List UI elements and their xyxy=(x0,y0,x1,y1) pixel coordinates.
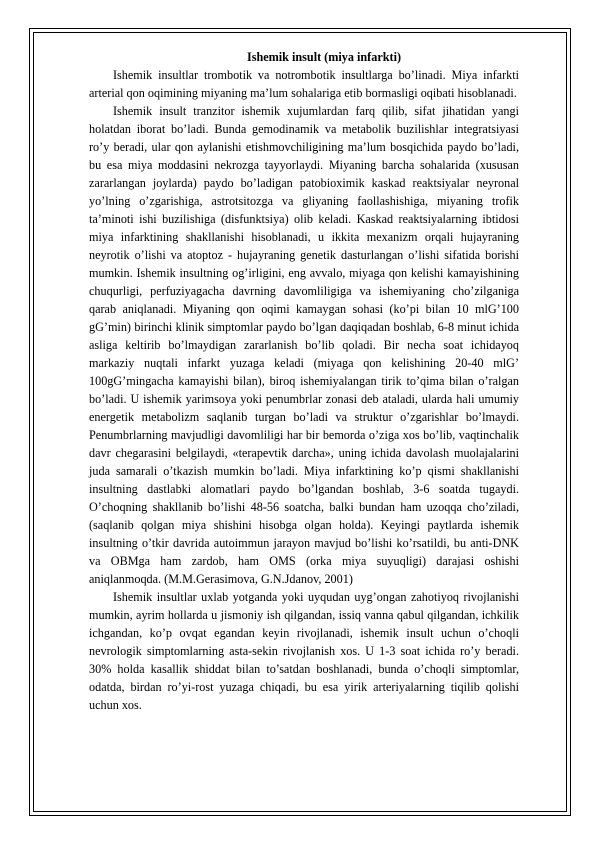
paragraph-3: Ishemik insultlar uxlab yotganda yoki uyqudan uyg’ongan zahotiyoq rivojlanishi mumkin, ayrim hollarda u jismoniy ish qilgandan, issiq vanna qabul qilgandan, ichkilik ichgandan, ko’p ovqat egandan keyin rivojlanadi, ishemik insult uchun o’choqli nevrologik simptomlarning asta-sekin rivojlanish xos. U 1-3 soat ichida ro’y beradi. 30% holda kasallik shiddat bilan to’satdan boshlanadi, bunda o’choqli simptomlar, odatda, birdan ro’yi-rost yuzaga chiqadi, bu esa yirik arteriyalarning tiqilib qolishi uchun xos. xyxy=(89,590,519,712)
paragraph-2: Ishemik insult tranzitor ishemik xujumlardan farq qilib, sifat jihatidan yangi holatdan iborat bo’ladi. Bunda gemodinamik va metabolik buzilishlar integratsiyasi ro’y beradi, ular qon aylanishi etishmovchiligining ma’lum bosqichida paydo bo’ladi, bu esa miya moddasini nekrozga tayyorlaydi. Miyaning barcha sohalarida (xususan zararlangan joylarda) paydo bo’ladigan patobioximik kaskad reaktsiyalar neyronal yo’lning o’zgarishiga, astrotsitozga va gliyaning faollashishiga, miyaning trofik ta’minoti ishi buzilishiga (disfunktsiya) olib keladi. Kaskad reaktsiyalarning ibtidosi miya infarktining shakllanishi hisoblanadi, u ikkita mexanizm orqali hujayraning neyrotik o’lishi va atoptoz - hujayraning genetik dasturlangan o’lishi sifatida borishi mumkin. Ishemik insultning og’irligini, eng avvalo, miyaga qon kelishi kamayishining chuqurligi, perfuziyagacha davrning davomliligiga va ishemiyaning cho’zilganiga qarab aniqlanadi. Miyaning qon oqimi kamaygan sohasi (ko’pi bilan 10 mlG’100 gG’min) birinchi klinik simptomlar paydo bo’lgan daqiqadan boshlab, 6-8 minut ichida asliga keltirib bo’lmaydigan zararlanish bo’lib qoladi. Bir necha soat ichidayoq markaziy nuqtali infarkt yuzaga keladi (miyaga qon kelishining 20-40 mlG’ 100gG’mingacha kamayishi bilan), biroq ishemiyalangan tirik to’qima bilan o’ralgan bo’ladi. U ishemik yarimsoya yoki penumbrlar zonasi deb ataladi, ularda hali umumiy energetik metabolizm saqlanib turgan bo’ladi va struktur o’zgarishlar bo’lmaydi. Penumbrlarning mavjudligi davomliligi har bir bemorda o’ziga xos bo’lib, vaqtinchalik davr chegarasini belgilaydi, «terapevtik darcha», uning ichida davolash muolajalarini juda samarali o’tkazish mumkin bo’ladi. Miya infarktining ko’p qismi shakllanishi insultning dastlabki alomatlari paydo bo’lgandan boshlab, 3-6 soatda tugaydi. O’choqning shakllanib bo’lishi 48-56 soatcha, balki bundan ham uzoqqa cho’ziladi, (saqlanib qolgan miya shishini hisobga olgan holda). Keyingi paytlarda ishemik insultning o’tkir davrida autoimmun jarayon mavjud bo’lishi ko’rsatildi, bu anti-DNK va OBMga ham zardob, ham OMS (orka miya suyuqligi) darajasi oshishi aniqlanmoqda. (M.M.Gerasimova, G.N.Jdanov, 2001) xyxy=(89,104,519,586)
document-title: Ishemik insult (miya infarkti) xyxy=(246,50,402,64)
document-body xyxy=(89,48,519,714)
paragraph-1: Ishemik insultlar trombotik va notrombotik insultlarga bo’linadi. Miya infarkti arterial qon oqimining miyaning ma’lum sohalariga etib bormasligi oqibati hisoblanadi. xyxy=(89,68,519,100)
